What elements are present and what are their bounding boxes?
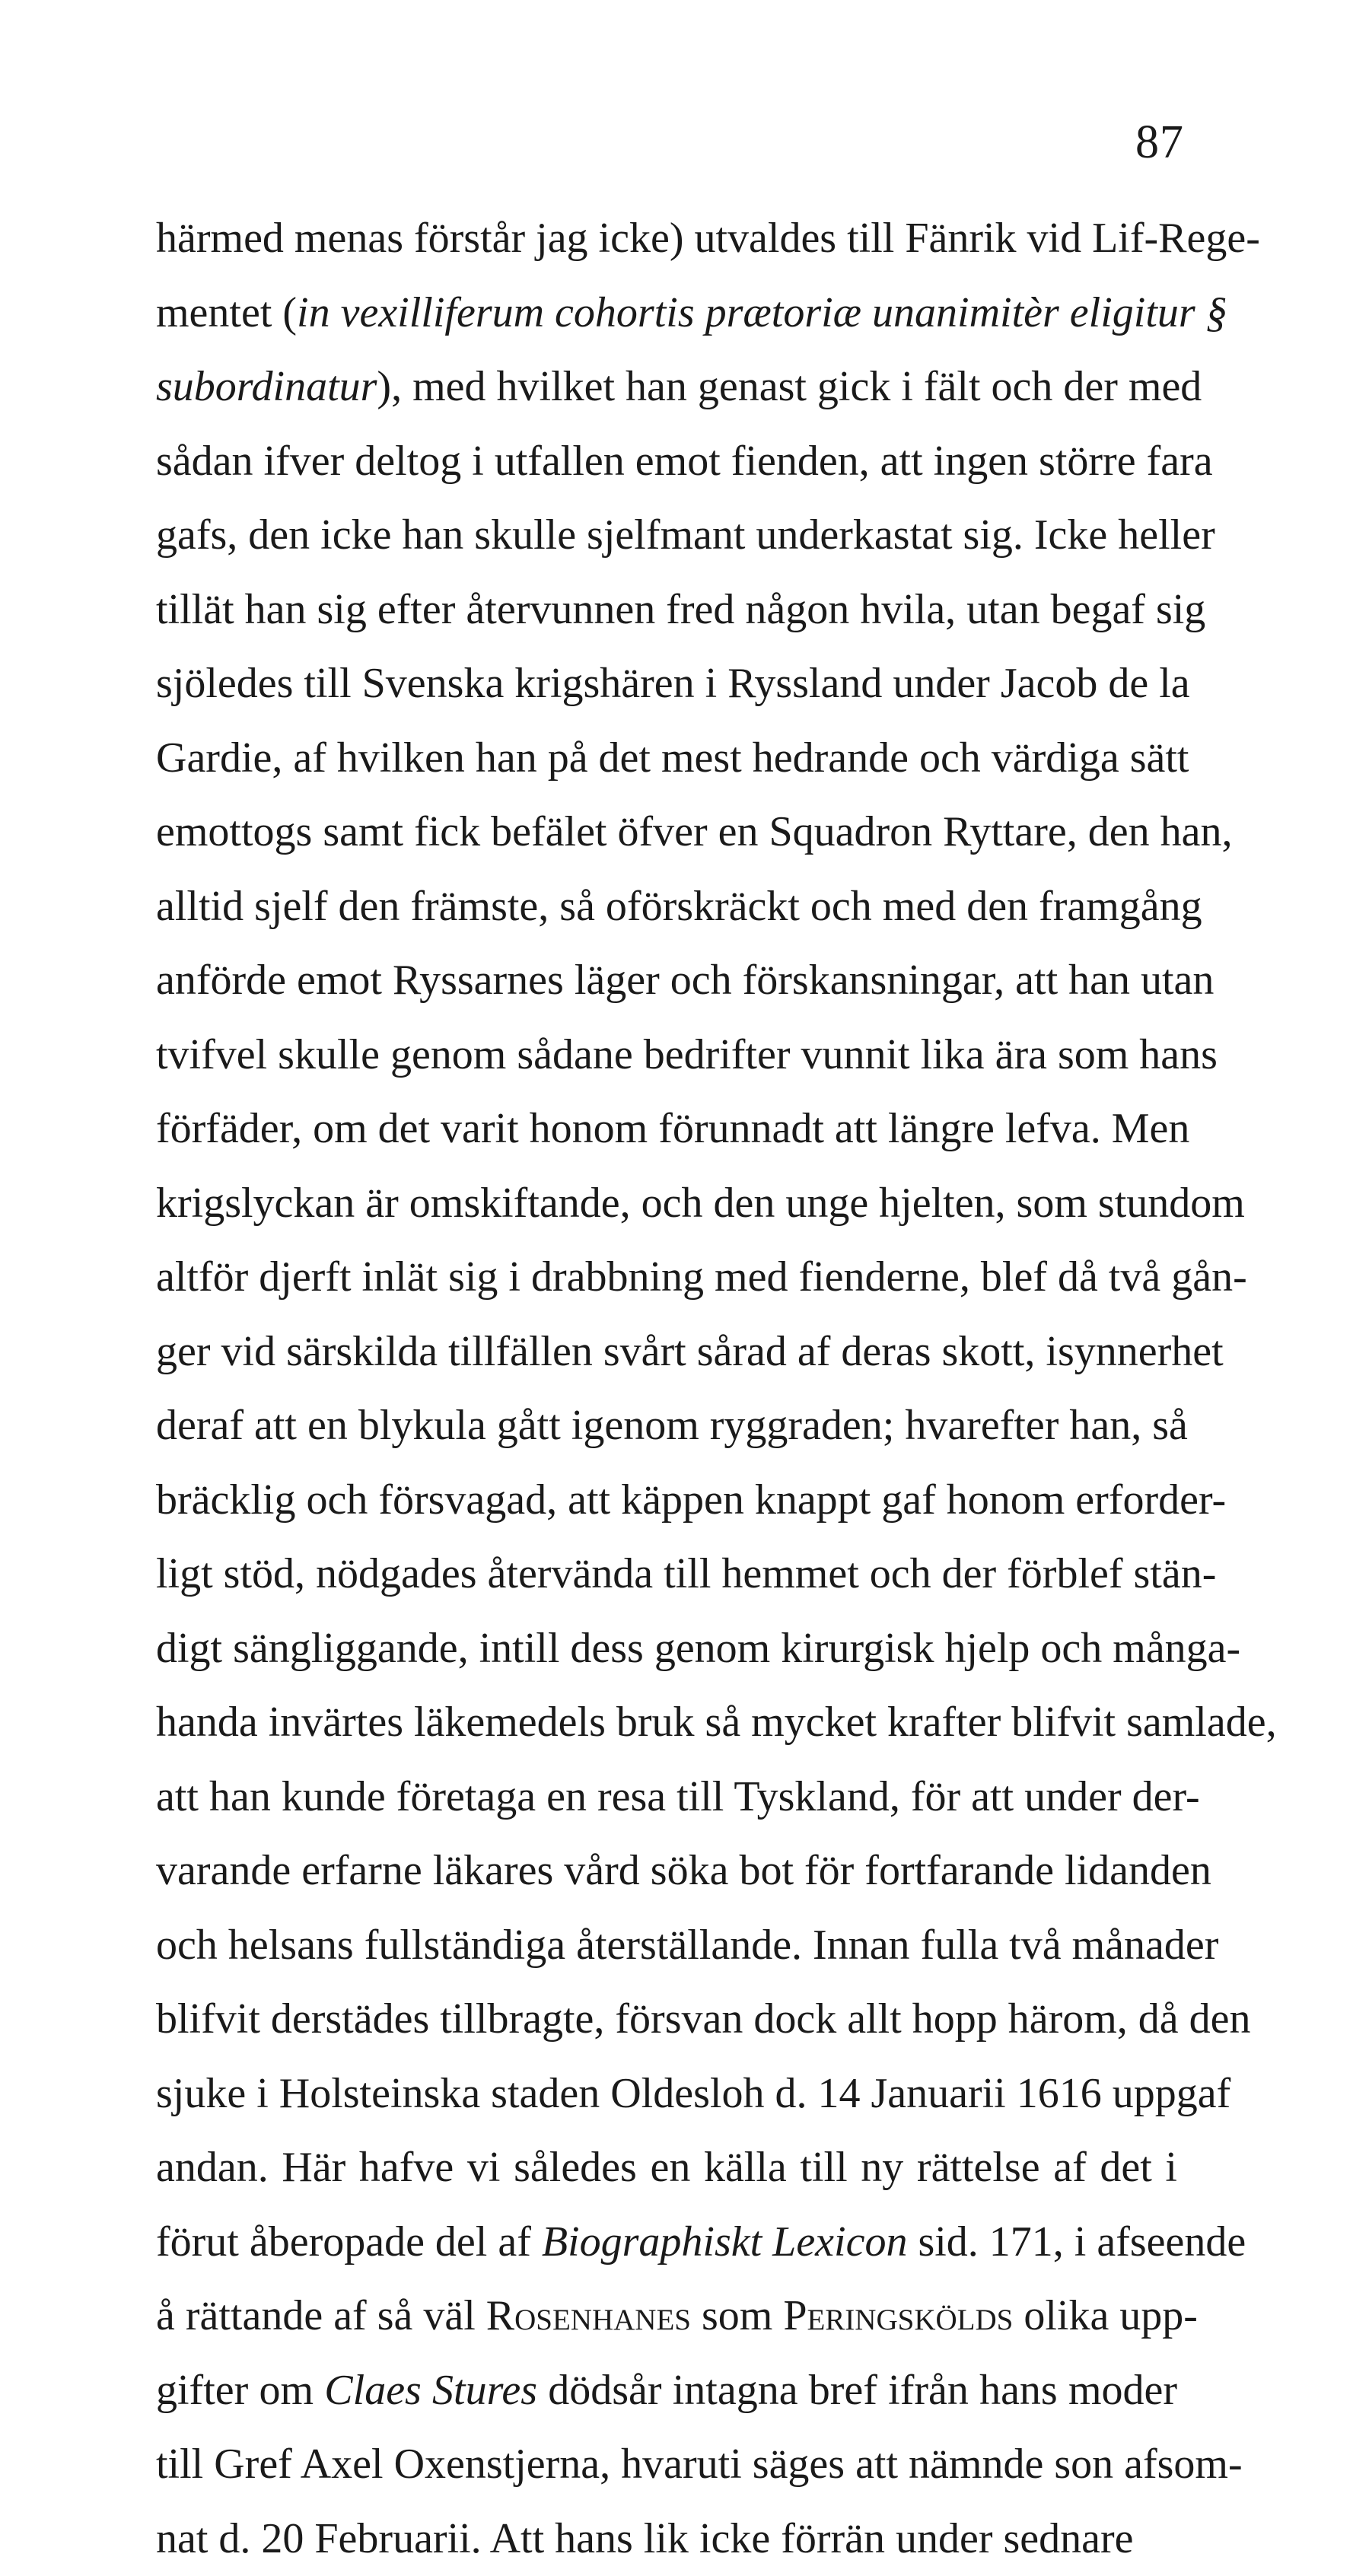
- italic-text: in vexilliferum cohortis prætoriæ unanimitèr eligitur §: [297, 289, 1227, 336]
- small-caps-name: Rosenhanes: [486, 2292, 691, 2339]
- text-segment: emottogs samt fick befälet öfver en Squadron Ryttare, den han,: [156, 808, 1232, 855]
- text-line: [156, 1686, 1177, 1760]
- text-segment: bräcklig och försvagad, att käppen knappt gaf honom erforder-: [156, 1476, 1226, 1524]
- text-segment: tillät han sig efter återvunnen fred någon hvila, utan begaf sig: [156, 586, 1205, 633]
- text-line: [156, 944, 1177, 1018]
- text-segment: å rättande af så väl: [156, 2292, 486, 2339]
- italic-text: Claes Stures: [324, 2367, 537, 2414]
- text-segment: nat d. 20 Februarii. Att hans lik icke förrän under sednare: [156, 2515, 1134, 2562]
- text-segment: sid. 171, i afseende: [907, 2218, 1246, 2266]
- italic-text: subordinatur: [156, 363, 377, 410]
- text-line: [156, 2428, 1177, 2502]
- text-line: [156, 425, 1177, 499]
- text-line: [156, 1240, 1177, 1315]
- text-segment: gifter om: [156, 2367, 324, 2414]
- text-segment: sjuke i Holsteinska staden Oldesloh d. 14 Januarii 1616 uppgaf: [156, 2070, 1230, 2117]
- text-line: [156, 2279, 1177, 2354]
- text-segment: härmed menas förstår jag icke) utvaldes till Fänrik vid Lif-Rege-: [156, 215, 1260, 262]
- text-segment: digt sängliggande, intill dess genom kirurgisk hjelp och många-: [156, 1625, 1240, 1672]
- text-line: [156, 1909, 1177, 1983]
- text-segment: sådan ifver deltog i utfallen emot fienden, att ingen större fara: [156, 438, 1213, 485]
- text-line: [156, 1537, 1177, 1612]
- text-line: [156, 2502, 1177, 2576]
- text-line: [156, 1018, 1177, 1093]
- small-caps-name: Peringskölds: [783, 2292, 1013, 2339]
- text-segment: mentet (: [156, 289, 297, 336]
- text-line: [156, 573, 1177, 648]
- text-line: [156, 1167, 1177, 1241]
- text-segment: alltid sjelf den främste, så oförskräckt och med den framgång: [156, 883, 1202, 930]
- text-segment: som: [691, 2292, 783, 2339]
- text-line: [156, 276, 1177, 351]
- text-segment: Gardie, af hvilken han på det mest hedrande och värdiga sätt: [156, 734, 1189, 782]
- text-line: [156, 647, 1177, 721]
- text-line: [156, 2057, 1177, 2132]
- text-line: [156, 1612, 1177, 1686]
- text-segment: altför djerft inlät sig i drabbning med fienderne, blef då två gån-: [156, 1253, 1247, 1301]
- text-line: [156, 2205, 1177, 2280]
- italic-text: Biographiskt Lexicon: [542, 2218, 908, 2266]
- text-line: [156, 721, 1177, 796]
- text-segment: tvifvel skulle genom sådane bedrifter vunnit lika ära som hans: [156, 1031, 1218, 1078]
- text-segment: och helsans fullständiga återställande. Innan fulla två månader: [156, 1922, 1218, 1969]
- text-line: [156, 795, 1177, 870]
- body-text: [156, 202, 1177, 2576]
- text-line: [156, 1463, 1177, 1538]
- text-line: [156, 350, 1177, 425]
- text-line: [156, 1834, 1177, 1909]
- text-segment: gafs, den icke han skulle sjelfmant underkastat sig. Icke heller: [156, 511, 1215, 559]
- text-segment: anförde emot Ryssarnes läger och förskansningar, att han utan: [156, 957, 1214, 1004]
- text-segment: ligt stöd, nödgades återvända till hemmet och der förblef stän-: [156, 1550, 1216, 1597]
- text-segment: varande erfarne läkares vård söka bot för fortfarande lidanden: [156, 1847, 1211, 1894]
- text-segment: krigslyckan är omskiftande, och den unge hjelten, som stundom: [156, 1180, 1245, 1227]
- text-segment: förfäder, om det varit honom förunnadt att längre lefva. Men: [156, 1105, 1189, 1152]
- text-line: [156, 870, 1177, 944]
- text-segment: sjöledes till Svenska krigshären i Ryssland under Jacob de la: [156, 660, 1190, 707]
- text-segment: deraf att en blykula gått igenom ryggraden; hvarefter han, så: [156, 1402, 1188, 1449]
- text-line: [156, 1982, 1177, 2057]
- text-line: [156, 498, 1177, 573]
- text-line: [156, 2354, 1177, 2428]
- text-segment: att han kunde företaga en resa till Tyskland, för att under der-: [156, 1773, 1200, 1820]
- text-line: [156, 1389, 1177, 1463]
- text-segment: ger vid särskilda tillfällen svårt sårad af deras skott, isynnerhet: [156, 1328, 1224, 1375]
- text-segment: förut åberopade del af: [156, 2218, 542, 2266]
- text-segment: handa invärtes läkemedels bruk så mycket krafter blifvit samlade,: [156, 1699, 1277, 1746]
- text-segment: andan. Här hafve vi således en källa till ny rättelse af det i: [156, 2144, 1177, 2191]
- text-line: [156, 202, 1177, 276]
- page-number: 87: [1135, 119, 1184, 166]
- text-segment: till Gref Axel Oxenstjerna, hvaruti säges att nämnde son afsom-: [156, 2441, 1243, 2488]
- text-line: [156, 1760, 1177, 1835]
- text-segment: ), med hvilket han genast gick i fält och der med: [377, 363, 1202, 410]
- text-line: [156, 1092, 1177, 1167]
- text-segment: dödsår intagna bref ifrån hans moder: [537, 2367, 1177, 2414]
- text-line: [156, 2131, 1177, 2205]
- text-segment: olika upp-: [1013, 2292, 1198, 2339]
- text-line: [156, 1315, 1177, 1390]
- text-segment: blifvit derstädes tillbragte, försvan dock allt hopp härom, då den: [156, 1995, 1251, 2043]
